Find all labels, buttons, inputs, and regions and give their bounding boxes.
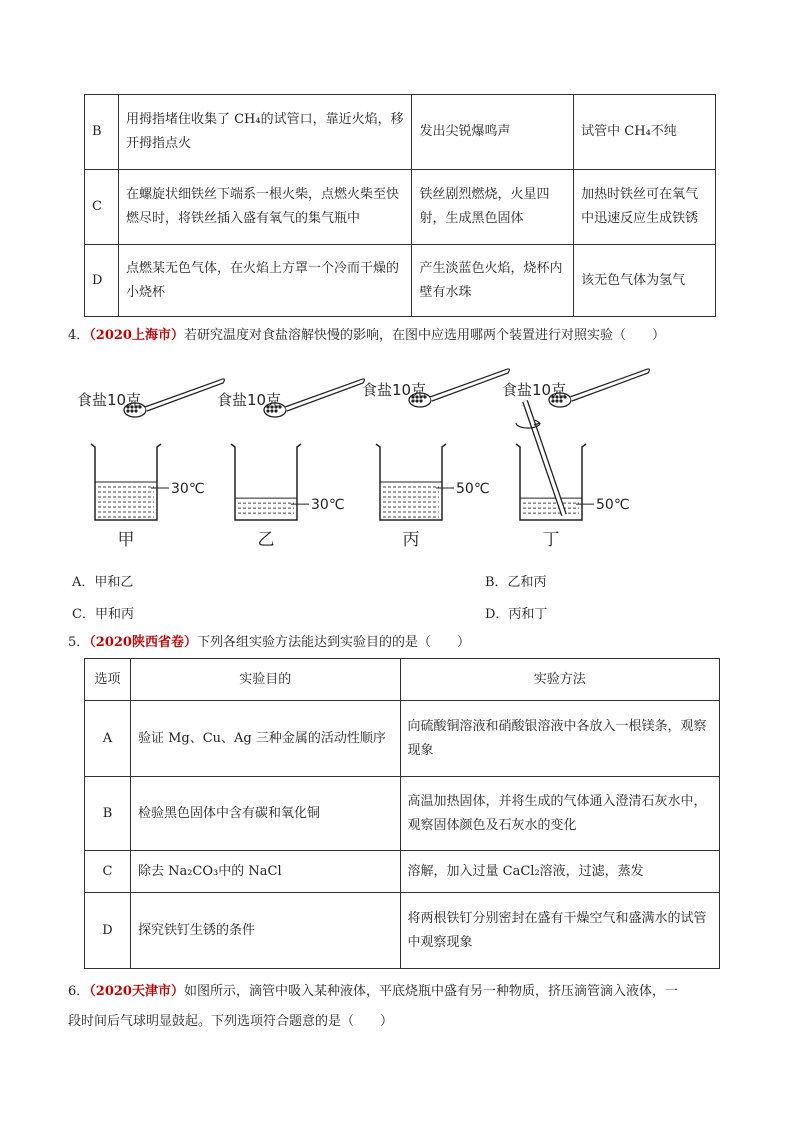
row-label: C xyxy=(85,170,119,245)
row-label: C xyxy=(85,851,131,893)
row-label: D xyxy=(85,893,131,969)
table-row xyxy=(85,170,716,245)
option-b: B．乙和丙 xyxy=(485,575,547,590)
conclusion-cell: 该无色气体为氢气 xyxy=(574,245,716,317)
header-purpose: 实验目的 xyxy=(130,659,400,701)
table-header-row xyxy=(85,659,720,701)
salt-grain xyxy=(419,399,422,402)
option-c: C．甲和丙 xyxy=(72,607,134,622)
salt-grain xyxy=(274,409,277,412)
row-label: D xyxy=(85,245,119,317)
table-row xyxy=(85,893,720,969)
question-source: （2020上海市） xyxy=(89,328,184,343)
salt-grain xyxy=(551,399,554,402)
beaker-name: 丙 xyxy=(402,530,420,550)
question-5 xyxy=(68,633,470,653)
question-number: 6． xyxy=(68,984,90,999)
header-option: 选项 xyxy=(85,659,131,701)
salt-grain xyxy=(126,409,129,412)
question-4 xyxy=(68,326,665,346)
spoon-label: 食盐10克 xyxy=(77,391,142,409)
question-6 xyxy=(68,977,728,1037)
beaker-name: 丁 xyxy=(542,530,560,550)
question-text-line1: 如图所示，滴管中吸入某种液体，平底烧瓶中盛有另一种物质，挤压滴管滴入液体，一 xyxy=(183,984,678,999)
temperature-label: 30℃ xyxy=(171,481,205,498)
temperature-label: 30℃ xyxy=(311,497,345,514)
option-a: A．甲和乙 xyxy=(72,575,134,590)
header-method: 实验方法 xyxy=(400,659,719,701)
question-source: （2020天津市） xyxy=(89,984,184,999)
beaker-name: 乙 xyxy=(257,530,275,550)
method-cell: 点燃某无色气体，在火焰上方罩一个冷而干燥的小烧杯 xyxy=(118,245,411,317)
salt-grain xyxy=(559,399,562,402)
question-text-line2: 段时间后气球明显鼓起。下列选项符合题意的是（ ） xyxy=(68,1014,394,1029)
purpose-cell: 验证 Mg、Cu、Ag 三种金属的活动性顺序 xyxy=(130,701,400,777)
row-label: A xyxy=(85,701,131,777)
method-cell: 在螺旋状细铁丝下端系一根火柴，点燃火柴至快燃尽时，将铁丝插入盛有氧气的集气瓶中 xyxy=(118,170,411,245)
method-cell: 用拇指堵住收集了 CH₄的试管口，靠近火焰，移开拇指点火 xyxy=(118,95,411,170)
phenomenon-cell: 铁丝剧烈燃烧，火星四射，生成黑色固体 xyxy=(412,170,574,245)
question-source: （2020陕西省卷） xyxy=(89,635,197,650)
temperature-label: 50℃ xyxy=(596,497,630,514)
temperature-label: 50℃ xyxy=(456,481,490,498)
conclusion-cell: 加热时铁丝可在氧气中迅速反应生成铁锈 xyxy=(574,170,716,245)
beaker-diagram xyxy=(60,365,700,555)
phenomenon-cell: 发出尖锐爆鸣声 xyxy=(412,95,574,170)
method-cell: 溶解，加入过量 CaCl₂溶液，过滤，蒸发 xyxy=(400,851,719,893)
method-cell: 高温加热固体，并将生成的气体通入澄清石灰水中，观察固体颜色及石灰水的变化 xyxy=(400,777,719,851)
question-text: 下列各组实验方法能达到实验目的的是（ ） xyxy=(196,635,470,650)
spoon-label: 食盐10克 xyxy=(502,381,567,399)
spoon-handle xyxy=(285,379,364,411)
salt-grain xyxy=(555,399,558,402)
method-cell: 将两根铁钉分别密封在盛有干燥空气和盛满水的试管中观察现象 xyxy=(400,893,719,969)
experiment-table-continued xyxy=(84,94,716,317)
table-row xyxy=(85,777,720,851)
method-cell: 向硫酸铜溶液和硝酸银溶液中各放入一根镁条，观察现象 xyxy=(400,701,719,777)
table-row xyxy=(85,701,720,777)
row-label: B xyxy=(85,777,131,851)
table-row xyxy=(85,95,716,170)
spoon-label: 食盐10克 xyxy=(362,381,427,399)
question-number: 4． xyxy=(68,328,90,343)
table-row xyxy=(85,851,720,893)
purpose-cell: 除去 Na₂CO₃中的 NaCl xyxy=(130,851,400,893)
salt-grain xyxy=(134,409,137,412)
salt-grain xyxy=(411,399,414,402)
question-text: 若研究温度对食盐溶解快慢的影响，在图中应选用哪两个装置进行对照实验（ ） xyxy=(183,328,665,343)
experiment-methods-table xyxy=(84,658,720,969)
spoon-handle xyxy=(145,379,224,411)
row-label: B xyxy=(85,95,119,170)
spoon-handle xyxy=(570,369,649,401)
purpose-cell: 探究铁钉生锈的条件 xyxy=(130,893,400,969)
spoon-label: 食盐10克 xyxy=(217,391,282,409)
purpose-cell: 检验黑色固体中含有碳和氧化铜 xyxy=(130,777,400,851)
salt-grain xyxy=(415,399,418,402)
salt-grain xyxy=(266,409,269,412)
spoon-handle xyxy=(430,369,509,401)
option-d: D．丙和丁 xyxy=(485,607,548,622)
salt-grain xyxy=(270,409,273,412)
table-row xyxy=(85,245,716,317)
salt-grain xyxy=(130,409,133,412)
conclusion-cell: 试管中 CH₄不纯 xyxy=(574,95,716,170)
beaker-name: 甲 xyxy=(117,530,135,550)
phenomenon-cell: 产生淡蓝色火焰，烧杯内壁有水珠 xyxy=(412,245,574,317)
question-number: 5． xyxy=(68,635,90,650)
